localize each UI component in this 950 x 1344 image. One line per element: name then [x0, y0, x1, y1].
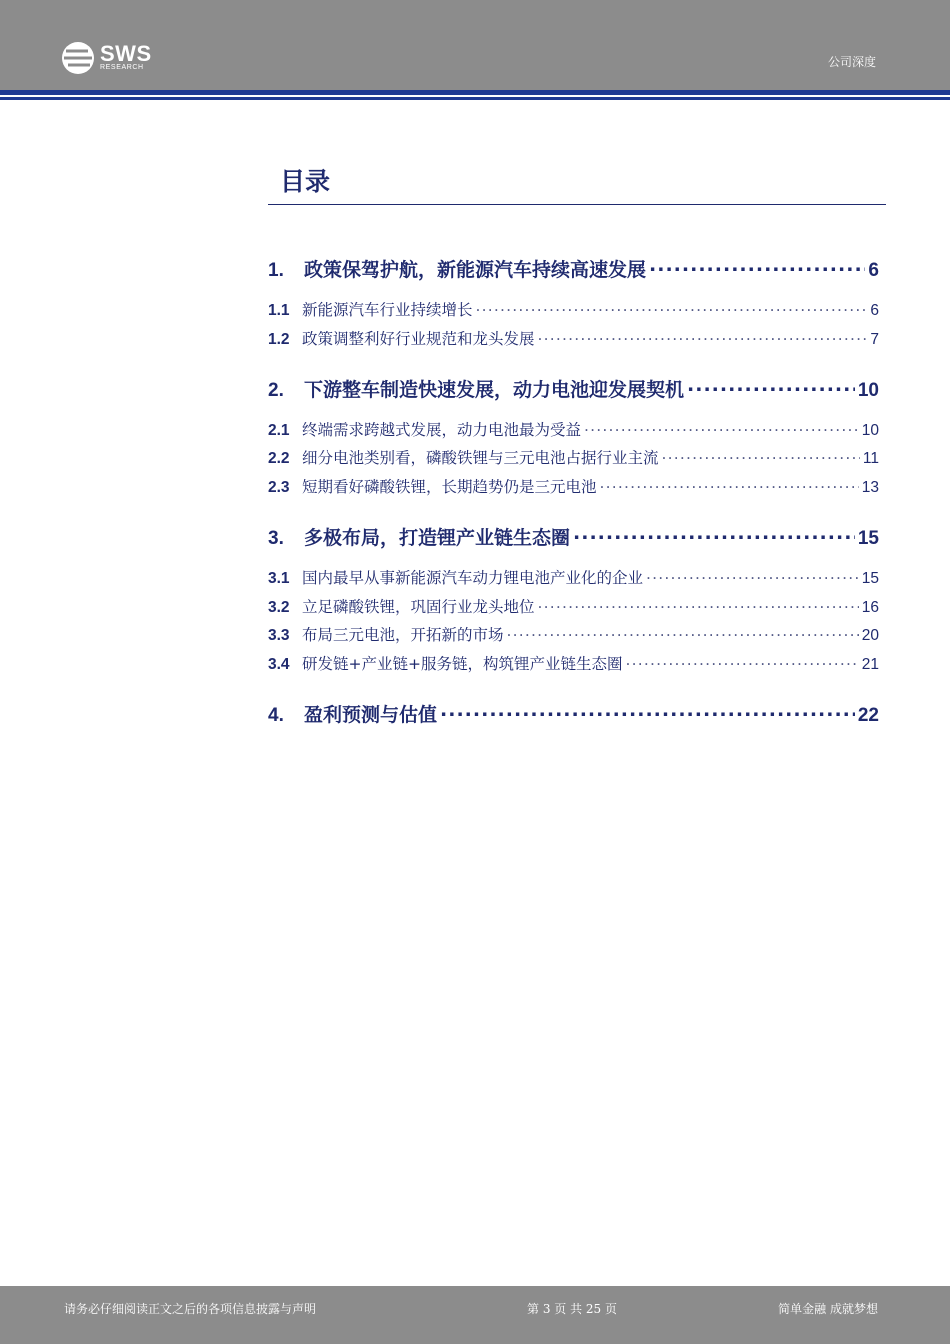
toc-entry-page: 6 — [868, 260, 879, 281]
toc-leader-dots — [440, 702, 855, 721]
toc-entry-1-1[interactable] — [268, 298, 879, 320]
toc-entry-number: 2.3 — [268, 479, 290, 496]
toc-entry-3[interactable] — [268, 523, 879, 550]
toc-entry-number: 1.1 — [268, 302, 290, 319]
toc-entry-page: 10 — [857, 380, 879, 401]
toc-entry-page: 11 — [862, 450, 879, 467]
toc-entry-title: 短期看好磷酸铁锂，长期趋势仍是三元电池 — [302, 478, 597, 496]
toc-entry-number: 1.2 — [268, 331, 290, 348]
toc-leader-dots — [573, 525, 855, 544]
toc-entry-2-3[interactable] — [268, 475, 879, 497]
report-type-tag: 公司深度 — [827, 55, 876, 69]
sws-logo-icon — [60, 40, 96, 76]
toc-entry-4[interactable] — [268, 700, 879, 727]
toc-entry-title: 立足磷酸铁锂，巩固行业龙头地位 — [302, 598, 535, 616]
toc-entry-title: 多极布局，打造锂产业链生态圈 — [304, 527, 571, 549]
toc-entry-title: 研发链+产业链+服务链，构筑锂产业链生态圈 — [302, 655, 623, 673]
toc-entry-page: 15 — [857, 528, 879, 549]
page-header — [0, 0, 950, 90]
toc-entry-title: 政策调整利好行业规范和龙头发展 — [302, 330, 535, 348]
toc-leader-dots — [538, 329, 868, 345]
toc-entry-title: 布局三元电池，开拓新的市场 — [302, 626, 504, 644]
toc-entry-number: 3.2 — [268, 599, 290, 616]
toc-entry-number: 3.3 — [268, 627, 290, 644]
disclaimer-notice: 请务必仔细阅读正文之后的各项信息披露与声明 — [64, 1302, 317, 1316]
toc-entry-number: 3. — [268, 528, 284, 549]
toc-entry-3-3[interactable] — [268, 623, 879, 645]
toc-entry-title: 盈利预测与估值 — [304, 704, 438, 726]
toc-leader-dots — [646, 568, 859, 584]
toc-entry-2[interactable] — [268, 375, 879, 402]
toc-entry-title: 新能源汽车行业持续增长 — [302, 301, 473, 319]
toc-heading-rule — [268, 204, 886, 205]
page-number: 第 3 页 共 25 页 — [527, 1302, 617, 1316]
toc-heading: 目录 — [280, 167, 331, 196]
toc-entry-title: 终端需求跨越式发展，动力电池最为受益 — [302, 421, 582, 439]
toc-entry-number: 1. — [268, 260, 284, 281]
logo-sub-text: RESEARCH — [100, 64, 144, 71]
toc-entry-page: 21 — [861, 656, 879, 673]
toc-entry-number: 3.1 — [268, 570, 290, 587]
toc-entry-number: 4. — [268, 705, 284, 726]
toc-entry-page: 10 — [861, 422, 879, 439]
toc-leader-dots — [584, 420, 859, 436]
toc-leader-dots — [687, 377, 855, 396]
footer-slogan: 简单金融 成就梦想 — [778, 1302, 878, 1316]
toc-leader-dots — [538, 597, 859, 613]
toc-entry-2-2[interactable] — [268, 446, 879, 468]
header-divider-lower — [0, 97, 950, 100]
toc-entry-page: 16 — [861, 599, 879, 616]
toc-leader-dots — [649, 257, 865, 276]
page-footer — [0, 1286, 950, 1344]
toc-entry-page: 13 — [861, 479, 879, 496]
toc-entry-2-1[interactable] — [268, 418, 879, 440]
toc-leader-dots — [507, 625, 859, 641]
toc-entry-number: 2.2 — [268, 450, 290, 467]
toc-entry-title: 细分电池类别看，磷酸铁锂与三元电池占据行业主流 — [302, 449, 659, 467]
toc-entry-title: 政策保驾护航，新能源汽车持续高速发展 — [304, 259, 647, 281]
toc-entry-page: 7 — [870, 331, 879, 348]
sws-logo — [60, 40, 152, 76]
toc-entry-1-2[interactable] — [268, 327, 879, 349]
toc-entry-number: 3.4 — [268, 656, 290, 673]
toc-entry-number: 2. — [268, 380, 284, 401]
toc-entry-number: 2.1 — [268, 422, 290, 439]
toc-leader-dots — [600, 477, 859, 493]
toc-entry-3-4[interactable] — [268, 652, 879, 674]
toc-entry-title: 国内最早从事新能源汽车动力锂电池产业化的企业 — [302, 569, 644, 587]
toc-entry-page: 6 — [870, 302, 879, 319]
toc-entry-3-2[interactable] — [268, 595, 879, 617]
toc-entry-3-1[interactable] — [268, 566, 879, 588]
toc-entry-page: 20 — [861, 627, 879, 644]
toc-entry-title: 下游整车制造快速发展，动力电池迎发展契机 — [304, 379, 685, 401]
logo-wordmark — [100, 41, 152, 72]
toc-leader-dots — [662, 448, 860, 464]
toc-entry-page: 22 — [857, 705, 879, 726]
toc-entry-1[interactable] — [268, 255, 879, 282]
toc-entry-page: 15 — [861, 570, 879, 587]
toc-leader-dots — [625, 654, 858, 670]
logo-main-text: SWS — [100, 41, 152, 66]
toc-leader-dots — [476, 300, 868, 316]
